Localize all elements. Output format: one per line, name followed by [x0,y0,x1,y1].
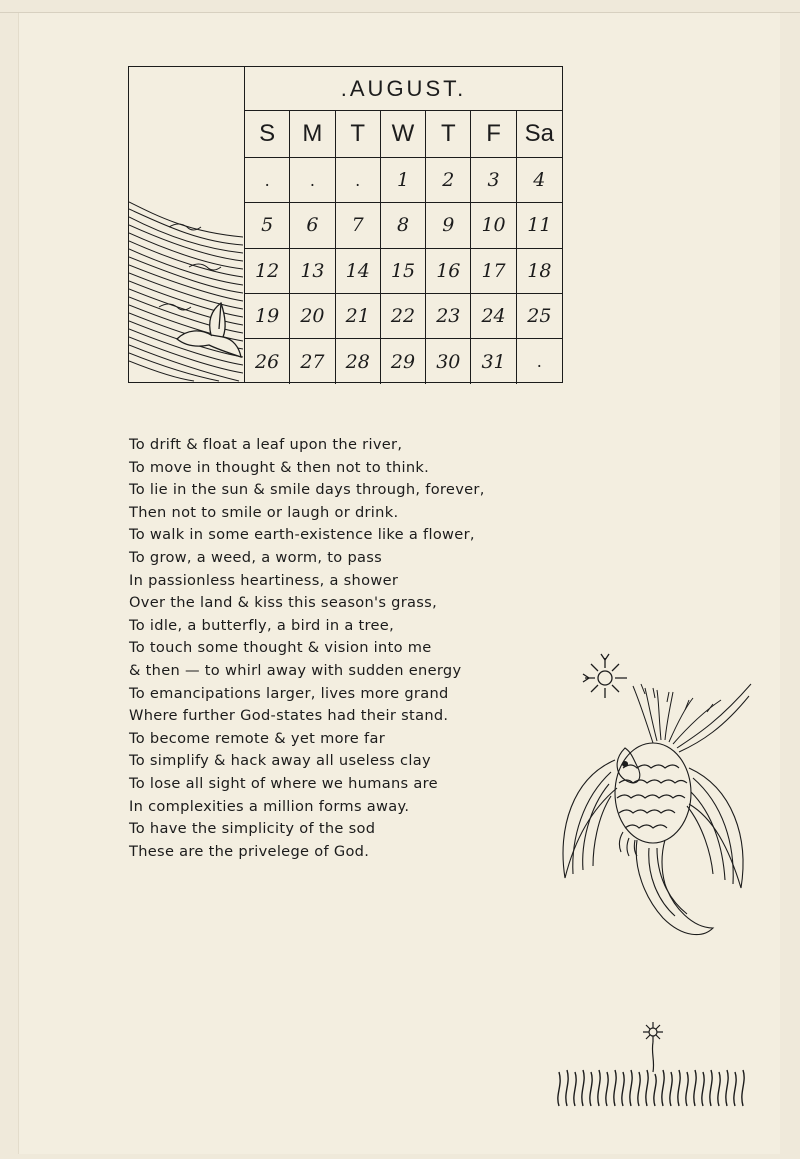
day-cell: 19 [245,294,290,339]
weekday-header: M [290,111,335,158]
poem-line: To grow, a weed, a worm, to pass [129,548,383,566]
day-cell: 14 [336,249,381,294]
day-cell: 31 [471,339,516,384]
poem-line: To drift & float a leaf upon the river, [129,436,403,453]
day-cell: . [336,158,381,203]
day-cell: . [536,352,542,372]
paper-fold-line [0,12,800,13]
poem-line: In complexities a million forms away. [129,797,410,815]
day-cell: 17 [471,249,516,294]
day-cell: 6 [290,203,335,248]
day-cell: 20 [290,294,335,339]
day-cell: 12 [245,249,290,294]
poem-line: To walk in some earth-existence like a flower, [129,526,475,544]
day-cell: 24 [471,294,516,339]
day-cell: 11 [517,203,562,248]
day-cell: 7 [336,203,381,248]
poem-line: Then not to smile or laugh or drink. [129,503,399,521]
weekday-header: T [336,111,381,158]
day-cell: 1 [381,158,426,203]
day-cell: 25 [517,294,562,339]
poem-line: To lie in the sun & smile days through, forever, [129,481,485,499]
day-cell: 27 [290,339,335,384]
weekday-header: T [426,111,471,158]
day-cell: 16 [426,249,471,294]
poem-line: & then — to whirl away with sudden energy [129,661,462,679]
poem-line: In passionless heartiness, a shower [129,571,399,589]
water-leaf-illustration [129,67,245,382]
poem-line: These are the privelege of God. [129,842,370,860]
day-cell: 9 [426,203,471,248]
day-cell: . [245,158,290,203]
calendar-grid [245,67,562,382]
weekday-header: W [381,111,426,158]
august-calendar [128,66,563,383]
day-cell: 13 [290,249,335,294]
weekday-header: S [245,111,290,158]
month-title: .AUGUST. [245,67,562,111]
poem-line: To lose all sight of where we humans are [129,774,438,792]
day-cell: . [290,158,335,203]
calendar-days-table [245,111,562,430]
poem-line: To idle, a butterfly, a bird in a tree, [129,616,395,634]
day-cell: 5 [245,203,290,248]
poem-line: To become remote & yet more far [129,729,385,747]
day-cell: 8 [381,203,426,248]
poem-line: To touch some thought & vision into me [129,639,432,657]
day-cell: 21 [336,294,381,339]
day-cell: 10 [471,203,516,248]
poem-line: To have the simplicity of the sod [129,820,376,838]
day-cell: 23 [426,294,471,339]
poem-text [129,434,589,863]
day-cell: 4 [517,158,562,203]
day-cell: 3 [471,158,516,203]
weekday-header: F [471,111,516,158]
day-cell: 28 [336,339,381,384]
poem-line: To simplify & hack away all useless clay [129,752,431,770]
sun-icon [583,654,627,698]
poem-line: Where further God-states had their stand. [129,707,449,725]
day-cell: 30 [426,339,471,384]
day-cell: 26 [245,339,290,384]
weekday-header: Sa [517,111,562,158]
day-cell: 29 [381,339,426,384]
poem-line: To move in thought & then not to think. [129,458,430,476]
flower-in-grass-illustration [553,1020,753,1114]
poem-line: Over the land & kiss this season's grass, [129,594,438,612]
day-cell: 22 [381,294,426,339]
day-cell: 15 [381,249,426,294]
day-cell: 2 [426,158,471,203]
day-cell: 18 [517,249,562,294]
poem-line: To emancipations larger, lives more grand [129,684,449,702]
bird-illustration [553,648,753,952]
